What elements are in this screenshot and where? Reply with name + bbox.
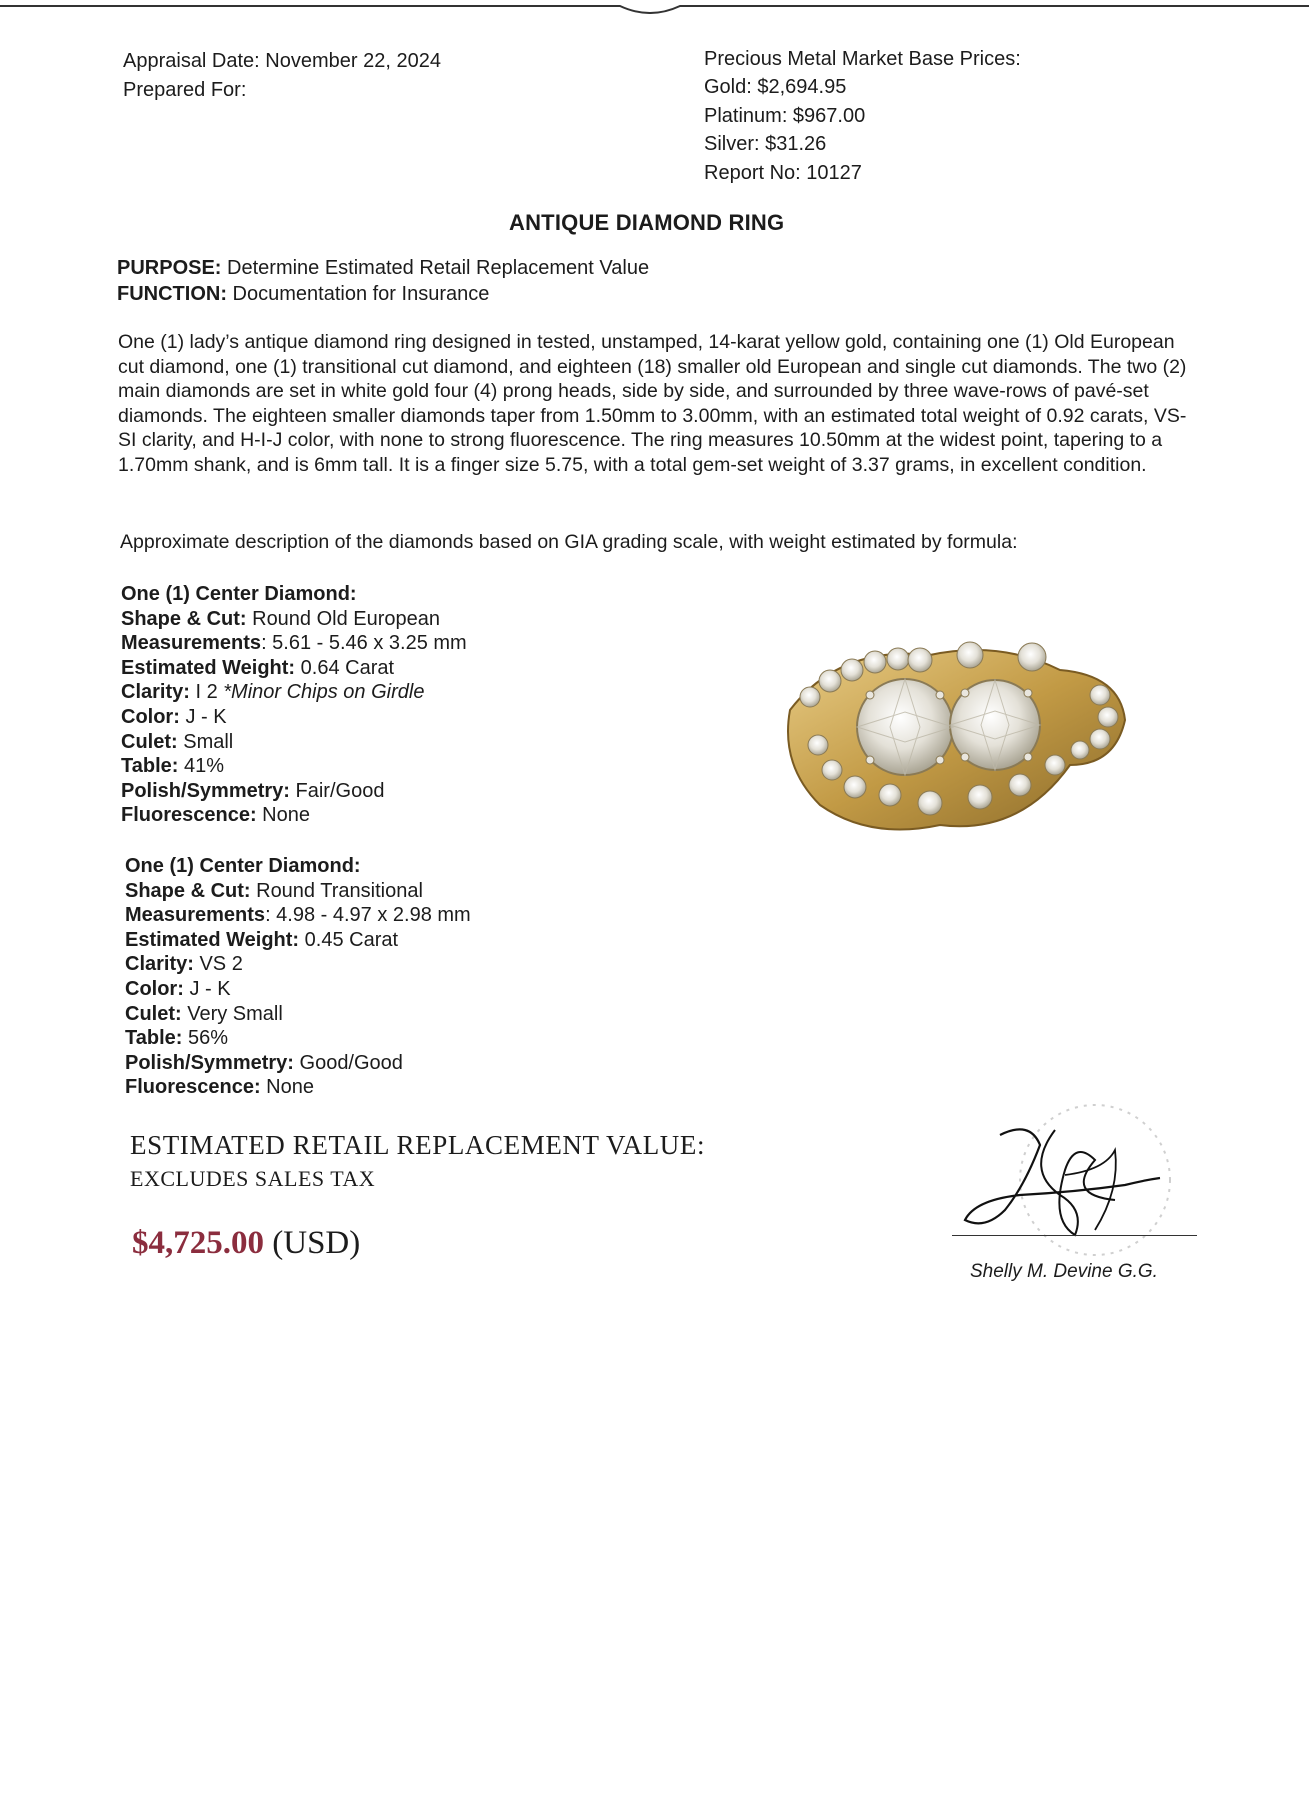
appraisal-date: Appraisal Date: November 22, 2024 <box>123 50 441 72</box>
spec-value: 0.45 Carat <box>299 928 399 951</box>
document-title: ANTIQUE DIAMOND RING <box>509 210 785 235</box>
function-value: Documentation for Insurance <box>232 283 490 305</box>
spec-value: Very Small <box>181 1002 283 1025</box>
spec-label: Table: <box>121 755 179 778</box>
prepared-for: Prepared For: <box>123 79 247 101</box>
spec-label: Measurements <box>121 632 262 655</box>
function-label: FUNCTION: <box>117 283 227 305</box>
spec-value: VS 2 <box>193 953 243 976</box>
spec-value: : 4.98 - 4.97 x 2.98 mm <box>265 904 471 927</box>
spec-label: Fluorescence: <box>121 804 257 827</box>
spec-label: Estimated Weight: <box>121 656 296 679</box>
purpose-label: PURPOSE: <box>117 257 222 279</box>
diamond-ring-photo <box>770 615 1140 855</box>
spec-label: Fluorescence: <box>125 1076 261 1099</box>
spec-value: J - K <box>179 705 227 728</box>
diamond-1-specs <box>121 582 467 828</box>
top-border-scan <box>0 0 1309 14</box>
value-heading: ESTIMATED RETAIL REPLACEMENT VALUE: <box>130 1130 706 1160</box>
spec-value: Small <box>177 730 234 753</box>
spec-value: Good/Good <box>293 1051 403 1074</box>
spec-label: Polish/Symmetry: <box>125 1051 294 1074</box>
clarity-note: *Minor Chips on Girdle <box>223 681 425 704</box>
spec-label: Clarity: <box>125 953 194 976</box>
purpose-value: Determine Estimated Retail Replacement Value <box>227 257 650 279</box>
spec-value: J - K <box>183 977 231 1000</box>
spec-value: Round Transitional <box>250 879 423 902</box>
spec-label: Table: <box>125 1027 183 1050</box>
appraiser-name: Shelly M. Devine G.G. <box>970 1261 1158 1282</box>
report-number: Report No: 10127 <box>704 162 862 184</box>
value-amount-line <box>132 1225 360 1262</box>
spec-label: Polish/Symmetry: <box>121 779 290 802</box>
spec-value: Fair/Good <box>289 779 385 802</box>
ring-description: One (1) lady’s antique diamond ring designed in tested, unstamped, 14-karat yellow gold, containing one (1) Old European cut diamond, one (1) transitional cut diamond, and eighteen (18) smaller old European and single cut diamonds. The two (2) main diamonds are set in white gold four (4) prong heads, side by side, and surrounded by three wave-rows of pavé-set diamonds. The eighteen smaller diamonds taper from 1.50mm to 3.00mm, with an estimated total weight of 0.92 carats, VS-SI clarity, and H-I-J color, with none to strong fluorescence. The ring measures 10.50mm at the widest point, tapering to a 1.70mm shank, and is 6mm tall. It is a finger size 5.75, with a total gem-set weight of 3.37 grams, in excellent condition. <box>118 331 1187 476</box>
spec-label: Shape & Cut: <box>125 879 251 902</box>
spec-label: Color: <box>125 977 184 1000</box>
spec-label: Estimated Weight: <box>125 928 300 951</box>
signature-mark <box>945 1100 1200 1265</box>
signature-line <box>952 1235 1197 1236</box>
spec-value: 41% <box>178 755 225 778</box>
grading-note: Approximate description of the diamonds based on GIA grading scale, with weight estimated by formula: <box>120 531 1018 553</box>
spec-label: Clarity: <box>121 681 190 704</box>
spec-value: None <box>260 1076 314 1099</box>
spec-value: Round Old European <box>246 607 441 630</box>
value-subheading: EXCLUDES SALES TAX <box>130 1166 376 1191</box>
spec-value: 0.64 Carat <box>295 656 395 679</box>
diamond-2-specs <box>125 854 471 1100</box>
metal-prices-title: Precious Metal Market Base Prices: <box>704 48 1021 70</box>
spec-label: Culet: <box>125 1002 182 1025</box>
silver-price: Silver: $31.26 <box>704 133 827 155</box>
spec-label: Color: <box>121 705 180 728</box>
gold-price: Gold: $2,694.95 <box>704 76 847 98</box>
value-amount: $4,725.00 <box>132 1225 264 1261</box>
spec-value: : 5.61 - 5.46 x 3.25 mm <box>261 632 467 655</box>
spec-value: 56% <box>182 1027 229 1050</box>
platinum-price: Platinum: $967.00 <box>704 105 866 127</box>
purpose-line <box>117 254 649 282</box>
function-line <box>117 280 489 308</box>
diamond-1-heading: One (1) Center Diamond: <box>121 583 357 605</box>
diamond-2-heading: One (1) Center Diamond: <box>125 855 361 877</box>
spec-value: I 2 <box>189 681 224 704</box>
spec-label: Culet: <box>121 730 178 753</box>
spec-label: Shape & Cut: <box>121 607 247 630</box>
spec-value: None <box>256 804 310 827</box>
spec-label: Measurements <box>125 904 266 927</box>
value-currency: (USD) <box>264 1225 361 1261</box>
